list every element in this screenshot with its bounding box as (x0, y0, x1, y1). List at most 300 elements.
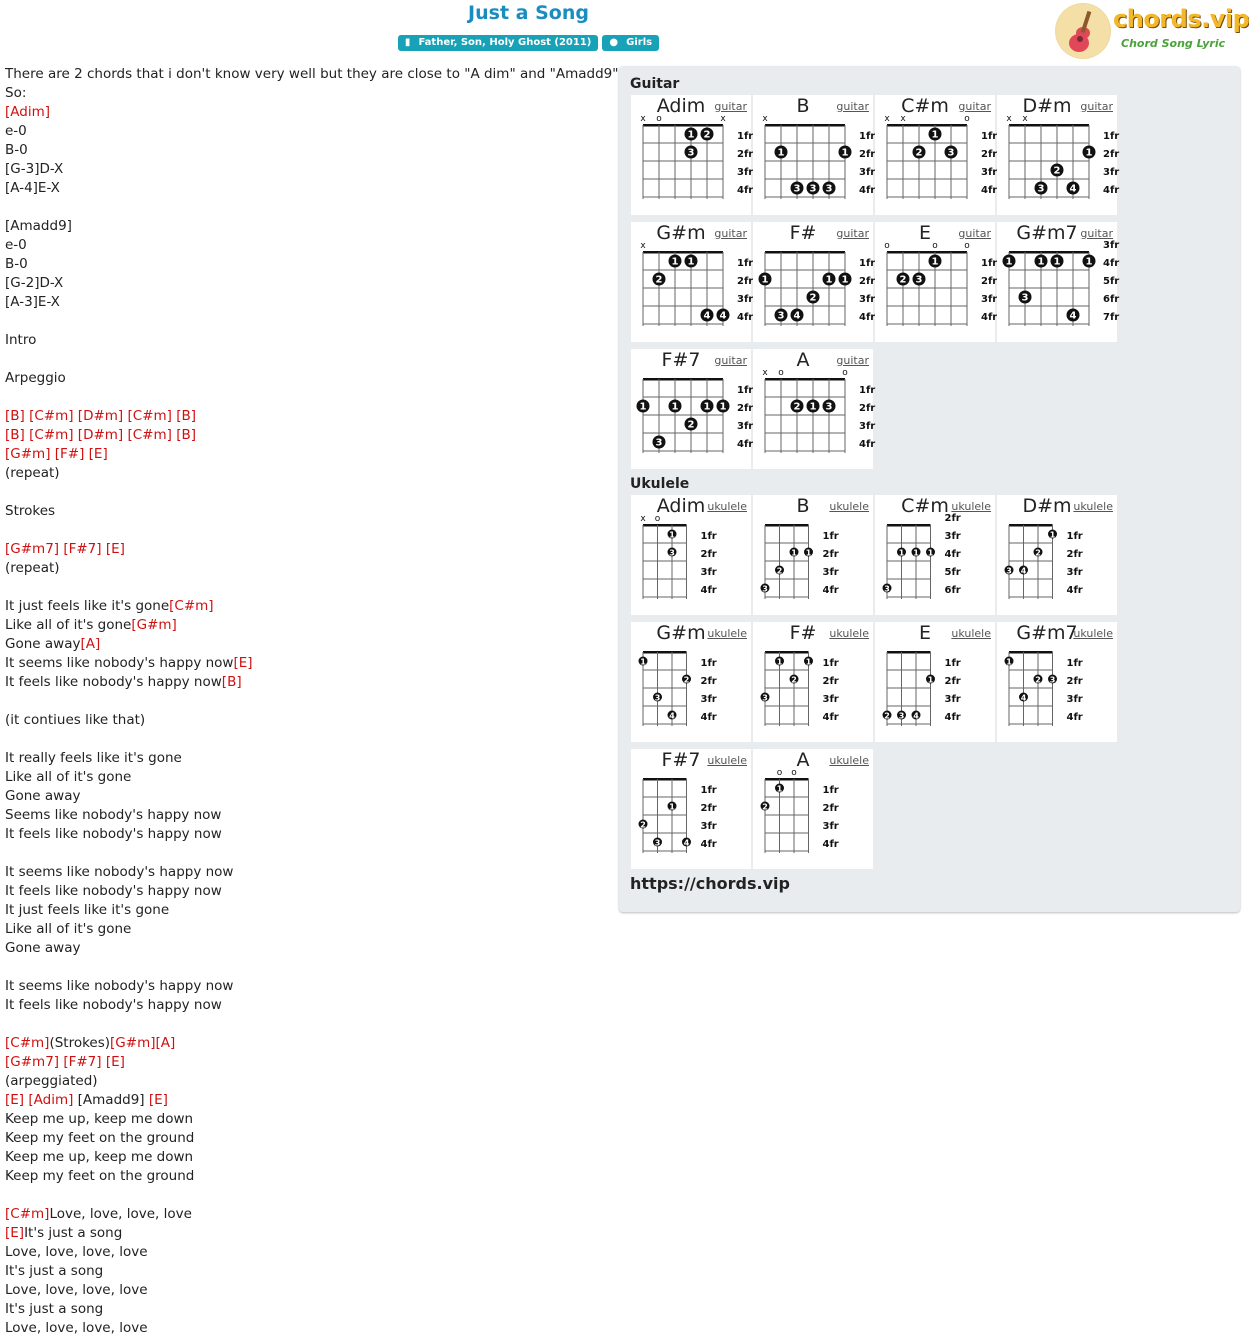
lyric-text: Seems like nobody's happy now (5, 807, 222, 823)
finger-number: 4 (719, 310, 727, 322)
lyric-line (5, 673, 615, 692)
guitar-chord-card[interactable] (753, 349, 876, 469)
instrument-link[interactable]: guitar (836, 100, 869, 113)
muted-string-mark: x (1006, 114, 1012, 124)
lyric-line (5, 977, 615, 996)
finger-number: 4 (683, 838, 690, 848)
finger-number: 2 (791, 675, 797, 685)
lyric-text: [G-2]D-X (5, 275, 64, 291)
lyric-line (5, 1300, 615, 1319)
chord-name: B (796, 95, 810, 117)
open-string-mark: o (654, 514, 661, 524)
lyric-text: It feels like nobody's happy now (5, 674, 222, 690)
lyric-line (5, 692, 615, 711)
fret-label: 3fr (944, 694, 961, 705)
finger-number: 1 (927, 675, 934, 685)
chord-name: E (918, 222, 931, 244)
fret-label: 4fr (944, 549, 961, 560)
lyric-text: Intro (5, 332, 37, 348)
finger-number: 1 (671, 401, 679, 413)
lyric-line (5, 1015, 615, 1034)
lyric-line (5, 141, 615, 160)
lyric-line (5, 597, 615, 616)
chord-name: Adim (656, 495, 706, 517)
fret-label: 2fr (859, 276, 876, 287)
chord-diagram (753, 95, 876, 215)
fret-label: 3fr (822, 821, 839, 832)
chord-name: A (796, 749, 810, 771)
lyric-line (5, 103, 615, 122)
lyric-line (5, 863, 615, 882)
lyric-line (5, 939, 615, 958)
guitar-chord-card[interactable] (997, 95, 1120, 215)
finger-number: 3 (947, 147, 955, 159)
lyric-text: It feels like nobody's happy now (5, 826, 222, 842)
lyric-text: It just feels like it's gone (5, 598, 170, 614)
finger-number: 2 (776, 566, 783, 576)
lyric-text: B-0 (5, 142, 28, 158)
fret-label: 2fr (700, 549, 717, 560)
finger-number: 1 (898, 548, 905, 558)
ukulele-chord-card[interactable] (631, 495, 751, 615)
chord-name: F#7 (661, 349, 701, 371)
artist-tag[interactable] (602, 35, 659, 51)
lyric-line (5, 521, 615, 540)
fret-label: 1fr (1066, 531, 1083, 542)
fret-label: 4fr (1103, 258, 1120, 269)
finger-number: 4 (1020, 693, 1027, 703)
chord-link[interactable]: [G#m] (131, 617, 177, 633)
chord-link[interactable]: [E] (233, 655, 253, 671)
open-string-mark: o (932, 241, 938, 251)
instrument-link[interactable]: guitar (836, 354, 869, 367)
ukulele-section-label: Ukulele (630, 476, 690, 492)
finger-number: 1 (1053, 256, 1061, 268)
book-icon: ▮ (404, 37, 411, 48)
fret-label: 3fr (859, 421, 876, 432)
lyric-text: Love, love, love, love (5, 1282, 148, 1298)
fret-label: 4fr (700, 839, 717, 850)
ukulele-chord-card[interactable] (631, 749, 751, 869)
chord-name: Adim (656, 95, 706, 117)
lyric-text: [Amadd9] (5, 218, 72, 234)
chord-link[interactable]: [B] [C#m] [D#m] [C#m] [B] (5, 427, 196, 443)
fret-label: 4fr (859, 312, 876, 323)
open-string-mark: o (964, 241, 970, 251)
finger-number: 4 (1020, 566, 1027, 576)
fret-label: 2fr (822, 549, 839, 560)
finger-number: 2 (793, 401, 801, 413)
finger-number: 4 (669, 711, 675, 721)
chord-link[interactable]: [E] (148, 1092, 168, 1108)
muted-string-mark: x (720, 114, 726, 124)
finger-number: 3 (825, 183, 833, 195)
lyric-line (5, 65, 619, 84)
lyric-line (5, 445, 615, 464)
lyrics-body (5, 65, 619, 1338)
open-string-mark: o (884, 241, 890, 251)
fret-label: 4fr (822, 839, 839, 850)
lyric-line (5, 654, 615, 673)
fret-label: 2fr (981, 149, 998, 160)
chord-link[interactable]: [E] [Adim] (5, 1092, 74, 1108)
instrument-link[interactable]: ukulele (707, 500, 747, 513)
ukulele-chord-card[interactable] (997, 495, 1117, 615)
finger-number: 3 (762, 693, 768, 703)
ukulele-chord-card[interactable] (753, 749, 873, 869)
album-tag-label: Father, Son, Holy Ghost (2011) (418, 37, 592, 48)
guitar-chord-card[interactable] (631, 349, 754, 469)
guitar-chord-card[interactable] (753, 95, 876, 215)
instrument-link[interactable]: ukulele (951, 500, 991, 513)
lyric-line (5, 350, 615, 369)
lyric-line (5, 1205, 615, 1224)
fret-label: 1fr (859, 385, 876, 396)
fret-label: 3fr (1103, 167, 1120, 178)
lyric-text: There are 2 chords that i don't know very well but they are close to "A dim" and "Amadd9" (5, 66, 619, 82)
finger-number: 2 (915, 147, 923, 159)
open-string-mark: o (791, 768, 797, 778)
guitar-chord-card[interactable] (875, 95, 998, 215)
lyric-line (5, 787, 615, 806)
fret-label: 4fr (944, 712, 961, 723)
lyric-text: It's just a song (24, 1225, 123, 1241)
ukulele-chord-card[interactable] (753, 622, 873, 742)
fret-label: 4fr (981, 185, 998, 196)
instrument-link[interactable]: ukulele (707, 754, 747, 767)
fret-label: 3fr (981, 167, 998, 178)
open-string-mark: o (776, 768, 783, 778)
lyric-line (5, 806, 615, 825)
lyric-line (5, 1110, 615, 1129)
finger-number: 1 (1085, 147, 1093, 159)
finger-number: 1 (825, 274, 833, 286)
lyric-text: It seems like nobody's happy now (5, 655, 234, 671)
lyric-text: (arpeggiated) (5, 1073, 98, 1089)
chord-link[interactable]: [Adim] (5, 104, 51, 120)
lyric-line (5, 1129, 615, 1148)
chord-link[interactable]: [E] (5, 1225, 25, 1241)
fret-label: 3fr (700, 567, 717, 578)
fret-label: 3fr (737, 421, 754, 432)
chord-name: B (796, 495, 810, 517)
chord-diagram (753, 495, 873, 615)
chord-name: F# (789, 622, 817, 644)
fret-label: 3fr (1066, 694, 1083, 705)
chord-name: G#m (656, 622, 706, 644)
guitar-chord-card[interactable] (631, 95, 754, 215)
finger-number: 3 (915, 274, 923, 286)
finger-number: 4 (793, 310, 801, 322)
finger-number: 4 (1069, 183, 1077, 195)
finger-number: 1 (639, 401, 647, 413)
lyric-line (5, 1224, 615, 1243)
finger-number: 1 (703, 401, 711, 413)
finger-number: 1 (841, 274, 849, 286)
instrument-link[interactable]: ukulele (829, 754, 869, 767)
site-logo[interactable] (1053, 3, 1249, 61)
chord-link[interactable]: [C#m] (5, 1035, 50, 1051)
finger-number: 1 (776, 784, 783, 794)
fret-label: 3fr (859, 167, 876, 178)
fret-label: 4fr (737, 185, 754, 196)
fret-label: 6fr (1103, 294, 1120, 305)
fret-label: 2fr (737, 403, 754, 414)
chord-diagram (997, 622, 1117, 742)
lyric-text: [A-3]E-X (5, 294, 60, 310)
finger-number: 1 (1005, 256, 1013, 268)
lyric-line (5, 274, 615, 293)
fret-label: 4fr (822, 712, 839, 723)
fret-label: 1fr (737, 385, 754, 396)
fret-label: 2fr (737, 149, 754, 160)
finger-number: 3 (809, 183, 817, 195)
song-title: Just a Song (468, 2, 589, 24)
chord-diagram (997, 495, 1117, 615)
chord-diagram (631, 622, 751, 742)
lyric-line (5, 540, 615, 559)
finger-number: 2 (899, 274, 907, 286)
ukulele-chord-card[interactable] (997, 622, 1117, 742)
guitar-chord-card[interactable] (631, 222, 754, 342)
ukulele-chord-card[interactable] (753, 495, 873, 615)
fret-label: 3fr (822, 567, 839, 578)
lyric-line (5, 1319, 615, 1338)
fret-label: 1fr (1103, 131, 1120, 142)
chord-name: F# (789, 222, 817, 244)
chord-link[interactable]: [B] [C#m] [D#m] [C#m] [B] (5, 408, 196, 424)
lyric-line (5, 426, 615, 445)
lyric-line (5, 255, 615, 274)
lyric-line (5, 749, 615, 768)
finger-number: 1 (931, 256, 939, 268)
lyric-text: It seems like nobody's happy now (5, 978, 234, 994)
finger-number: 1 (761, 274, 769, 286)
finger-number: 4 (913, 711, 919, 721)
lyric-text: B-0 (5, 256, 28, 272)
lyric-line (5, 1262, 615, 1281)
album-tag[interactable] (398, 35, 598, 51)
fret-label: 3fr (1103, 240, 1120, 251)
finger-number: 1 (791, 548, 797, 558)
fret-label: 2fr (822, 803, 839, 814)
instrument-link[interactable]: guitar (1080, 100, 1113, 113)
site-url[interactable]: https://chords.vip (630, 874, 790, 893)
lyric-text: It feels like nobody's happy now (5, 997, 222, 1013)
finger-number: 3 (669, 548, 675, 558)
lyric-line (5, 1034, 615, 1053)
chord-diagram (753, 749, 873, 869)
chord-diagram (875, 495, 995, 615)
fret-label: 5fr (944, 567, 961, 578)
chord-diagram (875, 222, 998, 342)
instrument-link[interactable]: guitar (958, 227, 991, 240)
finger-number: 3 (654, 838, 661, 848)
instrument-link[interactable]: ukulele (829, 627, 869, 640)
open-string-mark: o (964, 114, 970, 124)
instrument-link[interactable]: ukulele (1073, 500, 1113, 513)
lyric-text: (repeat) (5, 465, 60, 481)
lyric-line (5, 464, 615, 483)
lyric-line (5, 958, 615, 977)
guitar-chord-card[interactable] (997, 222, 1120, 342)
lyric-line (5, 559, 615, 578)
chord-link[interactable]: [C#m] (169, 598, 214, 614)
fret-label: 5fr (1103, 276, 1120, 287)
instrument-link[interactable]: ukulele (1073, 627, 1113, 640)
finger-number: 3 (884, 584, 890, 594)
finger-number: 3 (825, 401, 833, 413)
guitar-logo-icon (1055, 3, 1111, 59)
chord-diagram (631, 222, 754, 342)
instrument-link[interactable]: guitar (714, 227, 747, 240)
chord-link[interactable]: [G#m][A] (110, 1035, 176, 1051)
fret-label: 7fr (1103, 312, 1120, 323)
fret-label: 1fr (822, 658, 839, 669)
ukulele-chord-card[interactable] (631, 622, 751, 742)
fret-label: 3fr (981, 294, 998, 305)
chord-link[interactable]: [G#m7] [F#7] [E] (5, 541, 125, 557)
guitar-section-label: Guitar (630, 76, 680, 92)
lyric-line (5, 369, 615, 388)
finger-number: 1 (1049, 530, 1056, 540)
fret-label: 2fr (859, 149, 876, 160)
chord-name: C#m (901, 95, 949, 117)
fret-label: 3fr (737, 294, 754, 305)
finger-number: 3 (1037, 183, 1045, 195)
artist-tag-label: Girls (626, 37, 653, 48)
fret-label: 3fr (700, 821, 717, 832)
fret-label: 2fr (944, 676, 961, 687)
ukulele-chord-card[interactable] (875, 622, 995, 742)
lyric-line (5, 1072, 615, 1091)
chord-link[interactable]: [C#m] (5, 1206, 50, 1222)
lyric-text: Keep me up, keep me down (5, 1149, 194, 1165)
finger-number: 1 (671, 256, 679, 268)
guitar-chord-card[interactable] (753, 222, 876, 342)
finger-number: 3 (655, 437, 663, 449)
lyric-line (5, 1186, 615, 1205)
fret-label: 2fr (700, 676, 717, 687)
finger-number: 2 (884, 711, 890, 721)
chord-link[interactable]: [B] (221, 674, 242, 690)
fret-label: 1fr (859, 131, 876, 142)
instrument-link[interactable]: ukulele (707, 627, 747, 640)
finger-number: 1 (805, 548, 812, 558)
chord-link[interactable]: [G#m7] [F#7] [E] (5, 1054, 125, 1070)
lyric-line (5, 179, 615, 198)
fret-label: 4fr (981, 312, 998, 323)
fret-label: 3fr (737, 167, 754, 178)
lyric-text: Keep me up, keep me down (5, 1111, 194, 1127)
fret-label: 2fr (700, 803, 717, 814)
chord-name: D#m (1022, 95, 1072, 117)
instrument-link[interactable]: guitar (836, 227, 869, 240)
lyric-text: Like all of it's gone (5, 769, 132, 785)
finger-number: 3 (793, 183, 801, 195)
finger-number: 1 (809, 401, 817, 413)
lyric-line (5, 616, 615, 635)
lyric-line (5, 825, 615, 844)
instrument-link[interactable]: guitar (1080, 227, 1113, 240)
chord-link[interactable]: [A] (80, 636, 101, 652)
finger-number: 3 (1006, 566, 1012, 576)
lyric-text: Love, love, love, love (49, 1206, 192, 1222)
fret-label: 2fr (1103, 149, 1120, 160)
muted-string-mark: x (762, 368, 768, 378)
fret-label: 4fr (700, 585, 717, 596)
fret-label: 1fr (700, 658, 717, 669)
guitar-chord-card[interactable] (875, 222, 998, 342)
open-string-mark: o (842, 368, 848, 378)
instrument-link[interactable]: guitar (958, 100, 991, 113)
lyric-text: [A-4]E-X (5, 180, 60, 196)
fret-label: 2fr (981, 276, 998, 287)
lyric-line (5, 1091, 615, 1110)
instrument-link[interactable]: guitar (714, 100, 747, 113)
lyric-line (5, 198, 615, 217)
muted-string-mark: x (640, 514, 646, 524)
finger-number: 3 (898, 711, 905, 721)
lyric-line (5, 483, 615, 502)
fret-label: 1fr (737, 258, 754, 269)
finger-number: 3 (1049, 675, 1056, 685)
instrument-link[interactable]: ukulele (829, 500, 869, 513)
tag-row (0, 35, 1057, 51)
instrument-link[interactable]: guitar (714, 354, 747, 367)
chord-link[interactable]: [G#m] [F#] [E] (5, 446, 108, 462)
lyric-text: (it contiues like that) (5, 712, 146, 728)
chord-diagram (631, 95, 754, 215)
fret-label: 3fr (700, 694, 717, 705)
finger-number: 1 (1006, 657, 1012, 667)
lyric-line (5, 331, 615, 350)
fret-label: 4fr (737, 312, 754, 323)
finger-number: 3 (777, 310, 785, 322)
user-icon: ● (609, 37, 619, 48)
lyric-line (5, 160, 615, 179)
chord-diagram (753, 349, 876, 469)
ukulele-chord-card[interactable] (875, 495, 995, 615)
logo-subtitle: Chord Song Lyric (1121, 37, 1226, 50)
fret-label: 3fr (944, 531, 961, 542)
lyric-text: Gone away (5, 636, 81, 652)
muted-string-mark: x (640, 241, 646, 251)
muted-string-mark: x (762, 114, 768, 124)
lyric-line (5, 920, 615, 939)
muted-string-mark: x (640, 114, 646, 124)
fret-label: 6fr (944, 585, 961, 596)
lyric-text: Like all of it's gone (5, 921, 132, 937)
lyric-text: Arpeggio (5, 370, 66, 386)
lyric-line (5, 1148, 615, 1167)
finger-number: 2 (703, 129, 711, 141)
fret-label: 1fr (700, 785, 717, 796)
fret-label: 3fr (859, 294, 876, 305)
lyric-line (5, 635, 615, 654)
muted-string-mark: x (900, 114, 906, 124)
chord-name: D#m (1022, 495, 1072, 517)
chord-diagram (631, 495, 751, 615)
finger-number: 2 (1053, 165, 1061, 177)
fret-label: 4fr (822, 585, 839, 596)
lyric-text: Love, love, love, love (5, 1320, 148, 1336)
lyric-text: [Amadd9] (73, 1092, 149, 1108)
lyric-line (5, 768, 615, 787)
chord-diagram (631, 349, 754, 469)
chord-name: G#m (656, 222, 706, 244)
instrument-link[interactable]: ukulele (951, 627, 991, 640)
